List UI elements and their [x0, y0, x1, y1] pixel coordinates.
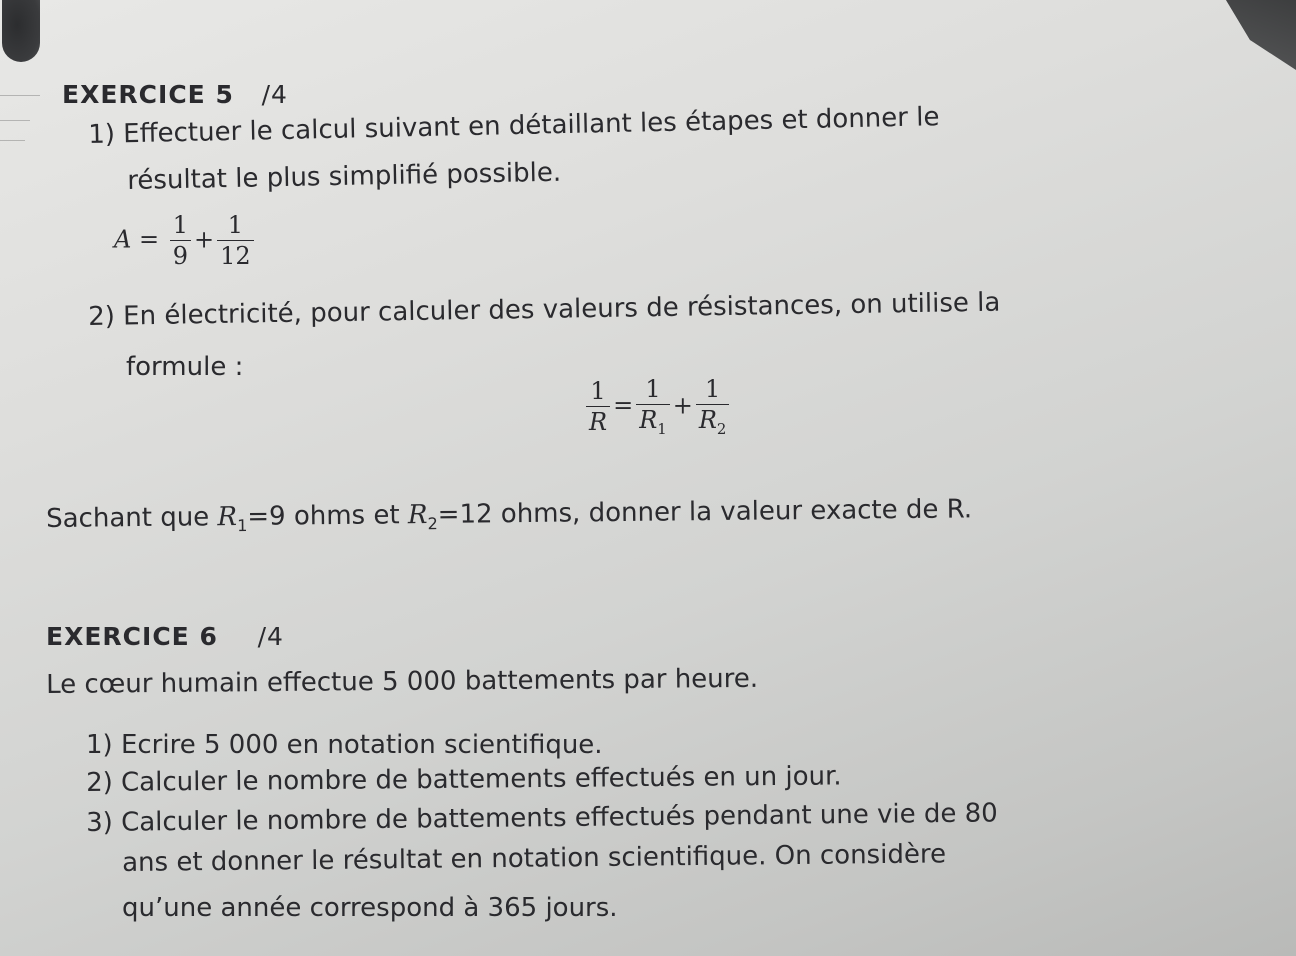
question-text: Calculer le nombre de battements effectués pendant une vie de 80 [120, 798, 998, 838]
ex5-question-1-cont: résultat le plus simplifié possible. [127, 157, 562, 196]
fraction-1-over-r2 [696, 376, 730, 438]
r1-symbol: R [217, 502, 238, 533]
ex6-question-3-cont2: qu’une année correspond à 365 jours. [122, 893, 618, 923]
numerator: 1 [586, 378, 610, 407]
numerator: 1 [170, 212, 191, 241]
formula-resistance [583, 376, 732, 438]
r2-value: =12 [437, 499, 493, 530]
denominator: R [589, 408, 608, 437]
margin-line [0, 140, 25, 141]
r-symbol: R [698, 406, 717, 435]
sachant-text: ohms, donner la valeur exacte de R. [492, 494, 973, 530]
question-number: 1) [88, 119, 116, 150]
question-text: Effectuer le calcul suivant en détaillant les étapes et donner le [122, 102, 940, 150]
ex6-question-3-cont: ans et donner le résultat en notation scientifique. On considère [122, 839, 947, 878]
r1-subscript: 1 [237, 516, 248, 536]
equals-sign: = [613, 391, 634, 420]
question-text: Ecrire 5 000 en notation scientifique. [120, 730, 603, 760]
equals-sign: = [138, 225, 160, 254]
question-number: 2) [86, 767, 113, 798]
exercise-6-points: /4 [257, 622, 284, 651]
r2-symbol: R [407, 500, 428, 531]
ex6-question-1 [86, 730, 603, 760]
sachant-text: Sachant que [46, 502, 218, 534]
question-text: En électricité, pour calculer des valeurs de résistances, on utilise la [122, 287, 1001, 332]
binder-hole [2, 0, 40, 62]
ex6-intro: Le cœur humain effectue 5 000 battements par heure. [46, 663, 759, 700]
denominator [696, 405, 730, 437]
plus-sign: + [672, 391, 693, 420]
ex5-question-2-cont: formule : [126, 352, 244, 382]
margin-line [0, 120, 30, 121]
r2-subscript: 2 [427, 514, 438, 534]
question-number: 3) [86, 807, 114, 838]
r-symbol: R [639, 406, 658, 435]
subscript: 2 [716, 420, 727, 439]
fraction-1-over-r [586, 378, 610, 436]
subscript: 1 [657, 420, 667, 439]
question-number: 1) [86, 730, 113, 760]
fraction-1-over-9 [170, 212, 191, 270]
exercise-5-points: /4 [261, 80, 288, 109]
exercise-6-title [46, 622, 284, 651]
exercise-6-heading: EXERCICE 6 [46, 622, 218, 651]
plus-sign: + [194, 225, 215, 254]
question-text: Calculer le nombre de battements effectués en un jour. [120, 761, 842, 798]
formula-a [114, 212, 257, 270]
margin-line [0, 95, 40, 96]
fraction-1-over-r1 [636, 376, 670, 438]
sachant-text: ohms et [285, 500, 409, 532]
formula-lhs: A [114, 225, 132, 254]
numerator: 1 [696, 376, 730, 405]
denominator [636, 405, 670, 437]
denominator: 12 [220, 242, 251, 271]
exercise-5-title [62, 80, 288, 109]
denominator: 9 [172, 242, 189, 271]
question-number: 2) [88, 301, 116, 332]
r1-value: =9 [247, 501, 286, 532]
exercise-5-heading: EXERCICE 5 [62, 80, 234, 109]
fraction-1-over-12 [217, 212, 254, 270]
numerator: 1 [636, 376, 670, 405]
numerator: 1 [217, 212, 254, 241]
